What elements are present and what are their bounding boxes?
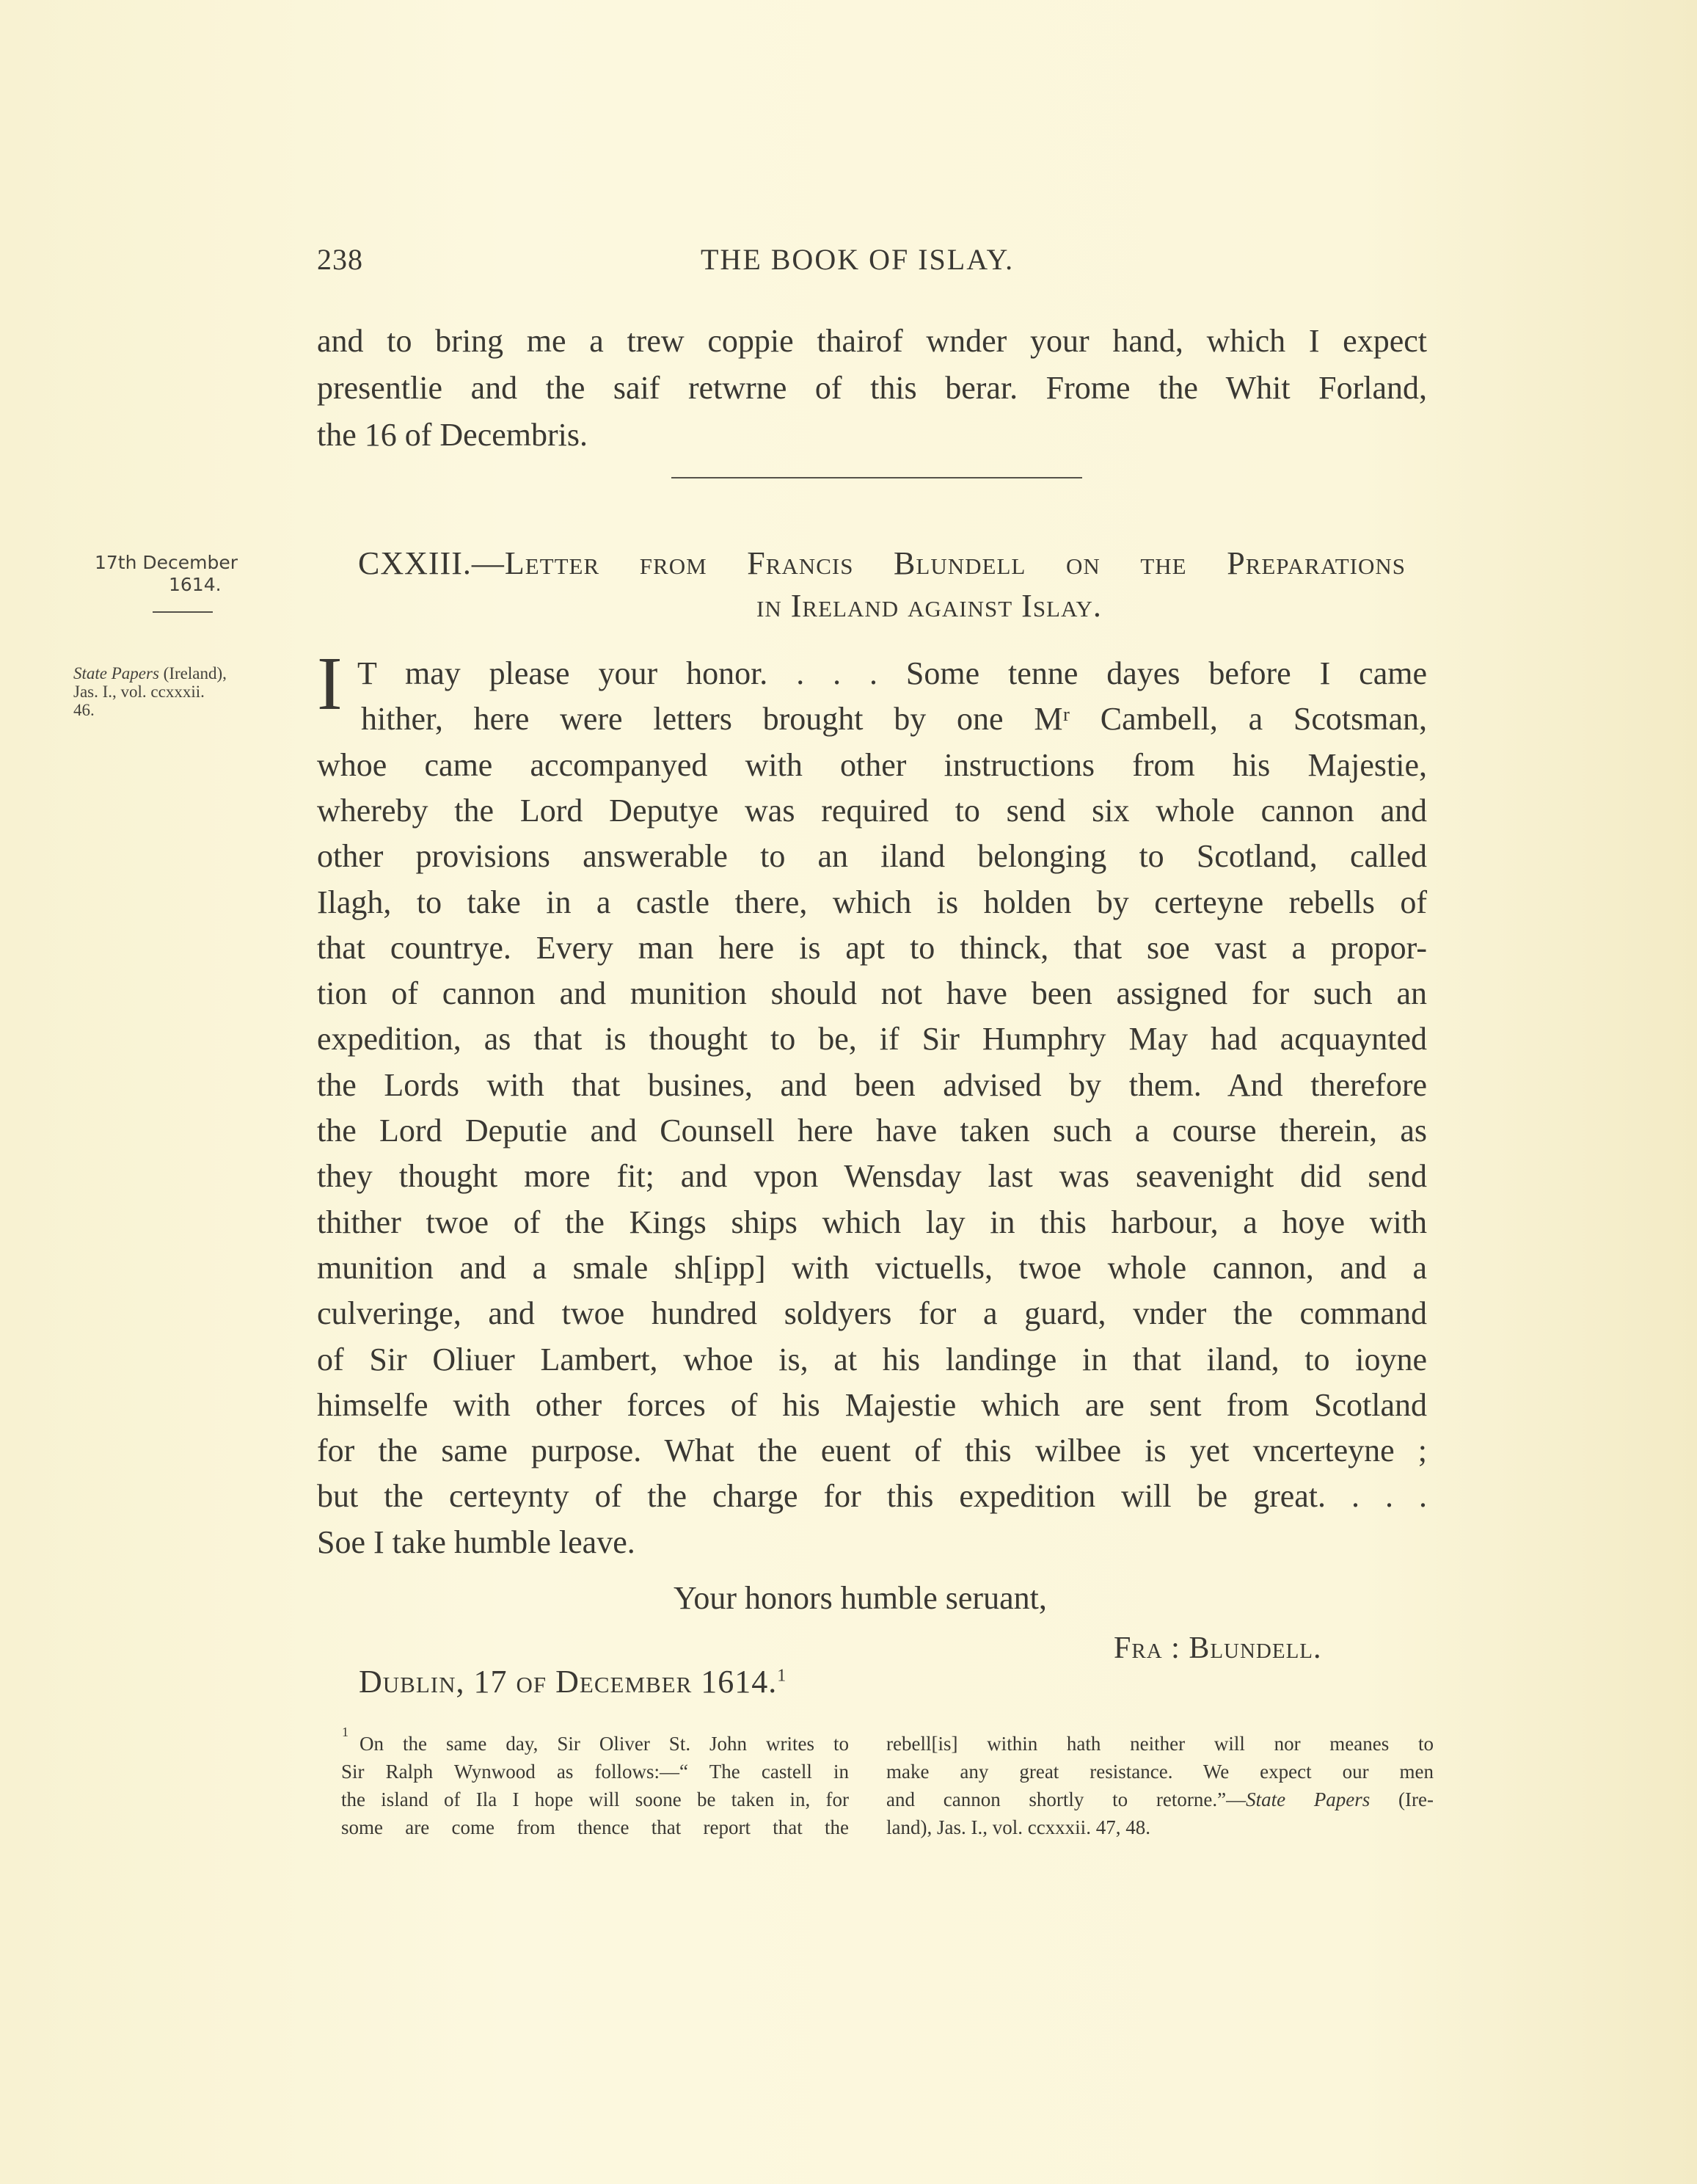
footnote-line: land), Jas. I., vol. ccxxxii. 47, 48. bbox=[886, 1816, 1150, 1838]
sidenote-source-title: State Papers bbox=[73, 664, 159, 682]
dateline-text: Dublin, 17 of December 1614. bbox=[359, 1664, 778, 1700]
text-line: whoe came accompanyed with other instructions from his Majestie, bbox=[317, 746, 1427, 783]
text-line: munition and a smale sh[ipp] with victuells, twoe whole cannon, and a bbox=[317, 1249, 1427, 1286]
text-line: of Sir Oliuer Lambert, whoe is, at his landinge in that iland, to ioyne bbox=[317, 1341, 1427, 1377]
text-line: Ilagh, to take in a castle there, which is holden by certeyne rebells of bbox=[317, 884, 1427, 920]
footnote-marker: 1 bbox=[342, 1725, 348, 1739]
text-line: thither twoe of the Kings ships which lay in this harbour, a hoye with bbox=[317, 1204, 1427, 1240]
footnote-line: On the same day, Sir Oliver St. John writes to bbox=[360, 1733, 849, 1755]
sidenote-source bbox=[73, 664, 227, 683]
footnote-text: and cannon shortly to retorne.”— bbox=[886, 1788, 1247, 1810]
footnote-line: make any great resistance. We expect our men bbox=[886, 1761, 1434, 1783]
drop-cap: I bbox=[317, 641, 343, 726]
footnote-reference: 1 bbox=[777, 1666, 787, 1686]
sidenote-source-page: 46. bbox=[73, 701, 95, 719]
sidenote-source-volume: Jas. I., vol. ccxxxii. bbox=[73, 682, 205, 701]
footnote-line: Sir Ralph Wynwood as follows:—“ The castell in bbox=[341, 1761, 849, 1783]
footnote-line: some are come from thence that report that the bbox=[341, 1816, 849, 1838]
letter-heading-line2: in Ireland against Islay. bbox=[756, 588, 1102, 624]
footnote-text: (Ire- bbox=[1370, 1788, 1434, 1810]
text-line: they thought more fit; and vpon Wensday last was seavenight did send bbox=[317, 1158, 1427, 1195]
sidenote-year: 1614. bbox=[169, 574, 222, 595]
text-line: the Lords with that busines, and been advised by them. And therefore bbox=[317, 1066, 1427, 1103]
sidenote-source-rest: (Ireland), bbox=[158, 664, 227, 682]
running-title: THE BOOK OF ISLAY. bbox=[701, 243, 1015, 276]
text-line: but the certeynty of the charge for this expedition will be great. . . . bbox=[317, 1478, 1427, 1515]
section-divider bbox=[671, 477, 1082, 478]
text-line: that countrye. Every man here is apt to thinck, that soe vast a propor- bbox=[317, 929, 1427, 966]
text-line: other provisions answerable to an iland belonging to Scotland, called bbox=[317, 838, 1427, 875]
text-line: culveringe, and twoe hundred soldyers for a guard, vnder the command bbox=[317, 1295, 1427, 1332]
letter-dateline bbox=[359, 1663, 787, 1700]
footnote-line bbox=[886, 1786, 1434, 1813]
text-line: Soe I take humble leave. bbox=[317, 1524, 635, 1560]
text-line: hither, here were letters brought by one Mʳ Cambell, a Scotsman, bbox=[361, 701, 1427, 738]
text-line: the Lord Deputie and Counsell here have taken such a course therein, as bbox=[317, 1113, 1427, 1149]
letter-closing: Your honors humble seruant, bbox=[674, 1580, 1047, 1616]
text-line: tion of cannon and munition should not have been assigned for such an bbox=[317, 975, 1427, 1012]
page-number: 238 bbox=[317, 243, 363, 276]
sidenote-date: 17th December bbox=[95, 552, 238, 573]
text-line: himselfe with other forces of his Majestie which are sent from Scotland bbox=[317, 1386, 1427, 1423]
footnote-line: the island of Ila I hope will soone be taken in, for bbox=[341, 1788, 849, 1810]
text-line: and to bring me a trew coppie thairof wnder your hand, which I expect bbox=[317, 323, 1427, 359]
letter-heading-line1: CXXIII.—Letter from Francis Blundell on the Preparations bbox=[358, 545, 1406, 581]
text-line: presentlie and the saif retwrne of this berar. Frome the Whit Forland, bbox=[317, 370, 1427, 406]
footnote-line: rebell[is] within hath neither will nor meanes to bbox=[886, 1733, 1434, 1755]
text-line: whereby the Lord Deputye was required to send six whole cannon and bbox=[317, 792, 1427, 829]
text-line: expedition, as that is thought to be, if Sir Humphry May had acquaynted bbox=[317, 1021, 1427, 1058]
text-line: for the same purpose. What the euent of this wilbee is yet vncerteyne ; bbox=[317, 1433, 1427, 1469]
text-line: T may please your honor. . . . Some tenne dayes before I came bbox=[357, 655, 1427, 691]
text-line: the 16 of Decembris. bbox=[317, 417, 588, 453]
letter-signature: Fra : Blundell. bbox=[1114, 1631, 1322, 1665]
footnote-source-title: State Papers bbox=[1246, 1788, 1371, 1810]
